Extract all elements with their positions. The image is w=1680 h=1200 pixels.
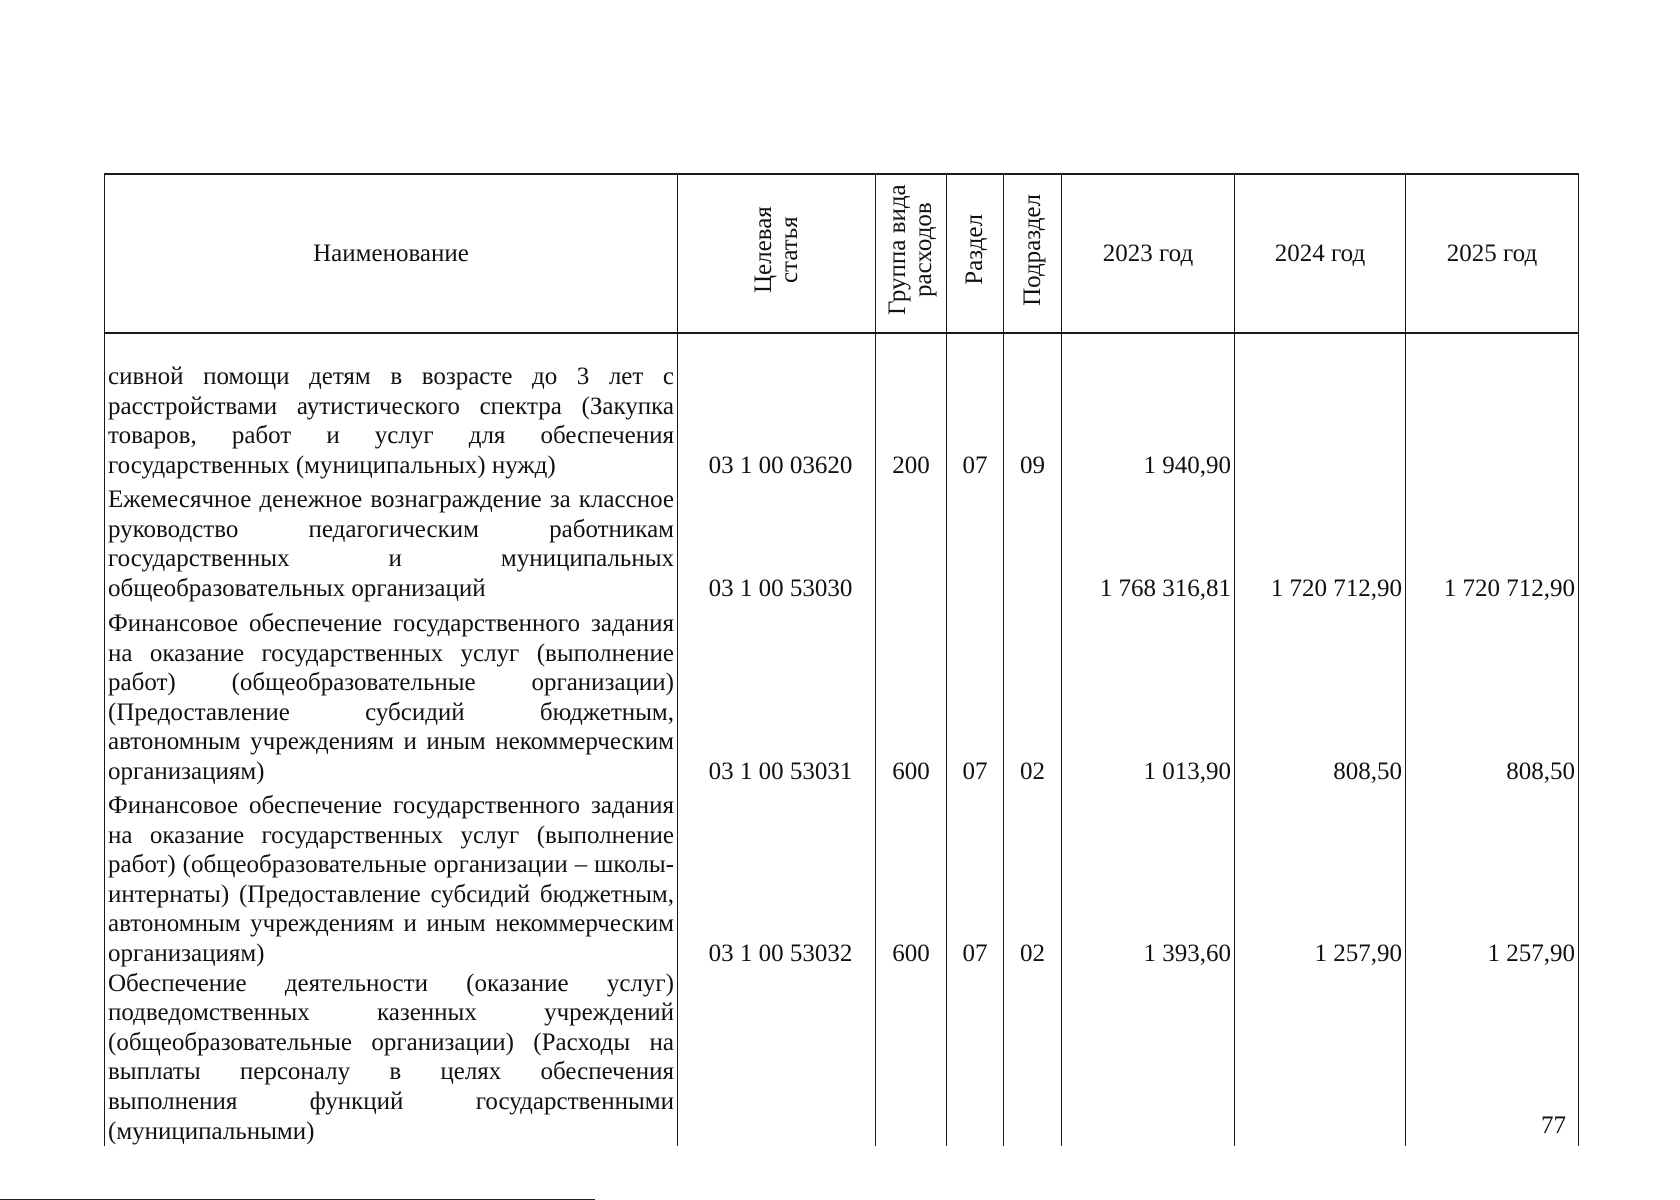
row-target-article: 03 1 00 03620 [678,333,876,481]
header-2024: 2024 год [1235,174,1406,333]
row-2023: 1 768 316,81 [1062,481,1235,604]
table-row [105,969,1579,1147]
budget-table [104,173,1579,1146]
row-section [947,969,1004,1147]
row-2023 [1062,969,1235,1147]
header-section-label: Раздел [961,214,988,285]
header-2023: 2023 год [1062,174,1235,333]
row-2023: 1 013,90 [1062,604,1235,787]
header-subsection [1004,174,1062,333]
table-header-row [105,174,1579,333]
header-2025: 2025 год [1406,174,1579,333]
row-expense-group [876,969,947,1147]
row-2024 [1235,969,1406,1147]
row-target-article: 03 1 00 53032 [678,787,876,969]
header-expense-group [876,174,947,333]
row-subsection: 09 [1004,333,1062,481]
row-2024: 808,50 [1235,604,1406,787]
row-expense-group [876,481,947,604]
row-section [947,481,1004,604]
row-subsection [1004,481,1062,604]
header-section [947,174,1004,333]
row-2024: 1 257,90 [1235,787,1406,969]
row-name: Финансовое обеспечение государственного задания на оказание государственных услуг (выполнение работ) (общеобразовательные организации) (Предоставление субсидий бюджетным, автономным учреждениям и иным некоммерческим организациям) [105,604,678,787]
row-2024 [1235,333,1406,481]
table-row [105,481,1579,604]
row-subsection [1004,969,1062,1147]
row-section: 07 [947,604,1004,787]
row-section: 07 [947,787,1004,969]
row-name: сивной помощи детям в возрасте до 3 лет с расстройствами аутистического спектра (Закупка товаров, работ и услуг для обеспечения государственных (муниципальных) нужд) [105,333,678,481]
table-row [105,787,1579,969]
header-subsection-label: Подраздел [1018,193,1046,306]
row-2023: 1 393,60 [1062,787,1235,969]
row-target-article [678,969,876,1147]
table-row [105,604,1579,787]
row-expense-group: 600 [876,787,947,969]
row-expense-group: 600 [876,604,947,787]
row-2025: 1 257,90 [1406,787,1579,969]
row-2023: 1 940,90 [1062,333,1235,481]
row-section: 07 [947,333,1004,481]
row-name: Ежемесячное денежное вознаграждение за классное руководство педагогическим работникам государственных и муниципальных общеобразовательных организаций [105,481,678,604]
row-target-article: 03 1 00 53031 [678,604,876,787]
row-subsection: 02 [1004,604,1062,787]
header-expense-group-label: Группа вида расходов [884,184,937,315]
row-expense-group: 200 [876,333,947,481]
page-number: 77 [1541,1112,1566,1139]
table-row [105,333,1579,481]
row-2024: 1 720 712,90 [1235,481,1406,604]
header-name: Наименование [105,174,678,333]
row-2025: 1 720 712,90 [1406,481,1579,604]
header-target-article [678,174,876,333]
row-subsection: 02 [1004,787,1062,969]
row-2025: 808,50 [1406,604,1579,787]
row-name: Обеспечение деятельности (оказание услуг) подведомственных казенных учреждений (общеобразовательные организации) (Расходы на выплаты персоналу в целях обеспечения выполнения функций государственными (муниципальными) [105,969,678,1147]
header-target-article-label: Целевая статья [749,206,803,293]
row-name: Финансовое обеспечение государственного задания на оказание государственных услуг (выполнение работ) (общеобразовательные организации – школы-интернаты) (Предоставление субсидий бюджетным, автономным учреждениям и иным некоммерческим организациям) [105,787,678,969]
row-target-article: 03 1 00 53030 [678,481,876,604]
row-2025 [1406,333,1579,481]
